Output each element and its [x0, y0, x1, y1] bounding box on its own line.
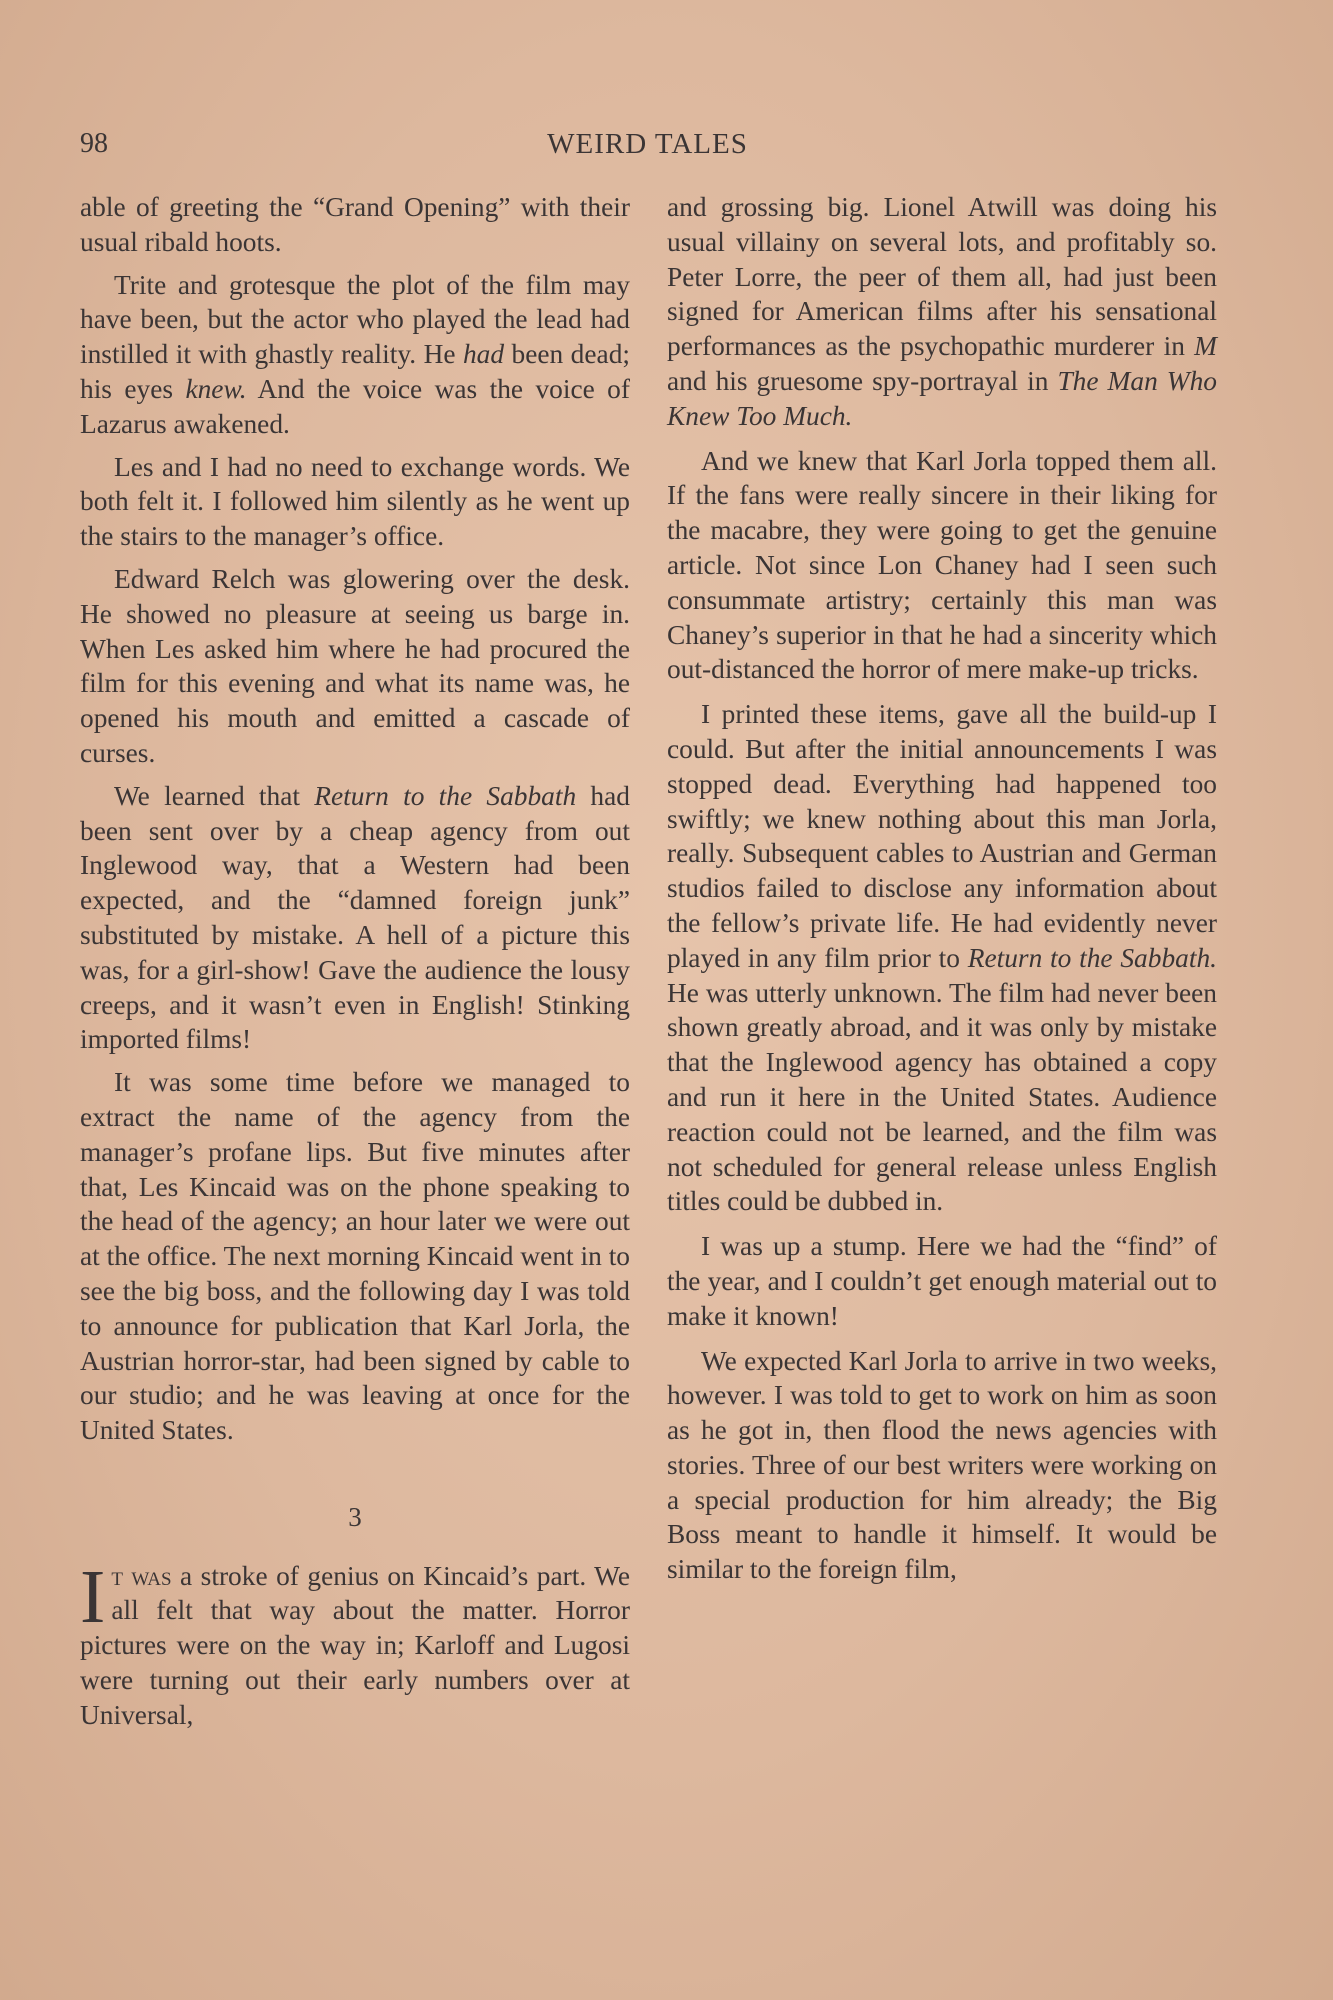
paragraph: We expected Karl Jorla to arrive in two weeks, however. I was told to get to work on him as soon as he got in, then flood the news agencies with stories. Three of our best writers were working on a special production for him already; the Big Boss meant to handle it himself. It would be similar to the foreign film,: [667, 1345, 1217, 1585]
paragraph: [667, 697, 1217, 1219]
emphasis: knew.: [185, 373, 247, 404]
drop-cap: I: [80, 1554, 106, 1639]
running-title: WEIRD TALES: [547, 128, 748, 160]
paragraph: I was up a stump. Here we had the “find” of the year, and I couldn’t get enough material out to make it known!: [667, 1231, 1217, 1331]
film-title: M: [1194, 331, 1217, 362]
film-title: Return to the Sabbath: [314, 780, 577, 811]
paragraph: And we knew that Karl Jorla topped them all. If the fans were really sincere in their liking for the macabre, they were going to get the genuine article. Not since Lon Chaney had I seen such consummate artistry; certainly this man was Chaney’s superior in that he had a sincerity which out-distanced the horror of mere make-up tricks.: [667, 445, 1217, 685]
paragraph: Edward Relch was glowering over the desk. He showed no pleasure at seeing us barge in. When Les asked him where he had procured the film for this evening and what its name was, he opened his mouth and emitted a cascade of curses.: [80, 563, 630, 768]
right-column: [667, 190, 1217, 1587]
section-number: 3: [348, 1501, 362, 1532]
small-caps-run: t was: [111, 1560, 172, 1591]
emphasis: had: [462, 339, 505, 370]
text-run: and his gruesome spy-portrayal in: [667, 365, 1058, 396]
text-run: had been sent over by a cheap agency from out Inglewood way, that a Western had been expected, and the “damned foreign junk” substituted by mistake. A hell of a picture this was, for a girl-show! Gave the audience the lousy creeps, and it wasn’t even in English! Stinking imported films!: [80, 780, 630, 1055]
text-run: a stroke of genius on Kincaid’s part. We all felt that way about the matter. Horror pictures were on the way in; Karloff and Lugosi were turning out their early numbers over at Universal,: [80, 1560, 630, 1730]
paragraph: able of greeting the “Grand Opening” with their usual ribald hoots.: [80, 192, 630, 257]
page-header: [80, 128, 1215, 168]
text-run: been dead; his eyes: [80, 339, 631, 404]
left-column: [80, 190, 630, 1733]
text-run: and grossing big. Lionel Atwill was doing his usual villainy on several lots, and profitably so. Peter Lorre, the peer of them all, had just been signed for American films after his sensational performances as the psychopathic murderer in: [667, 192, 1217, 362]
paragraph: [80, 268, 630, 442]
paragraph: [80, 779, 630, 1057]
paragraph: [667, 190, 1217, 434]
paragraph: Les and I had no need to exchange words. We both felt it. I followed him silently as he went up the stairs to the manager’s office.: [80, 451, 630, 552]
text-run: Trite and grotesque the plot of the film may have been, but the actor who played the lead had instilled it with ghastly reality. He: [80, 269, 630, 370]
page-number: 98: [80, 128, 108, 159]
text-run: I printed these items, gave all the build-up I could. But after the initial announcements I was stopped dead. Everything had happened too swiftly; we knew nothing about this man Jorla, really. Subsequent cables to Austrian and German studios failed to disclose any information about the fellow’s private life. He had evidently never played in any film prior to: [667, 699, 1217, 973]
film-title: Return to the Sabbath.: [967, 942, 1217, 973]
text-run: We learned that: [114, 780, 315, 811]
text-run: He was utterly unknown. The film had never been shown greatly abroad, and it was only by mistake that the Inglewood agency has obtained a copy and run it here in the United States. Audience reaction could not be learned, and the film was not scheduled for general release unless English titles could be dubbed in.: [667, 977, 1217, 1217]
paragraph: It was some time before we managed to extract the name of the agency from the manager’s profane lips. But five minutes after that, Les Kincaid was on the phone speaking to the head of the agency; an hour later we were out at the office. The next morning Kincaid went in to see the big boss, and the following day I was told to announce for publication that Karl Jorla, the Austrian horror-star, had been signed by cable to our studio; and he was leaving at once for the United States.: [80, 1067, 630, 1446]
text-run: And the voice was the voice of Lazarus awakened.: [80, 373, 630, 439]
paragraph: [80, 1554, 630, 1733]
film-title: The Man Who Knew Too Much.: [667, 365, 1217, 431]
